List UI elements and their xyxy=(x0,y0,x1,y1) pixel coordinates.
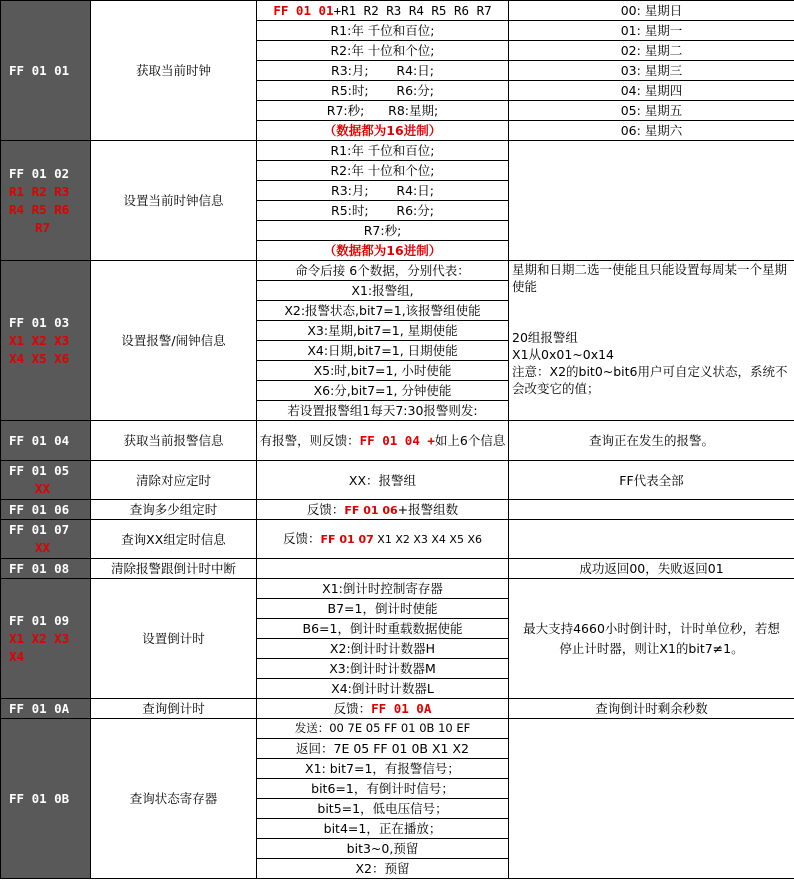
param-cell: R2:年 十位和个位; xyxy=(257,41,509,61)
param-cell: bit4=1，正在播放； xyxy=(257,819,509,839)
param-cell: X1: bit7=1，有报警信号； xyxy=(257,759,509,779)
weekday-cell: 00: 星期日 xyxy=(509,1,794,21)
param-cell: R5:时; R6:分; xyxy=(257,81,509,101)
reply-cell: 反馈：FF 01 06+报警组数 xyxy=(257,500,509,520)
notes-cell xyxy=(509,520,794,559)
alarm-note-2: 20组报警组 xyxy=(512,330,578,345)
param-cell: bit6=1，有倒计时信号； xyxy=(257,779,509,799)
param-cell: R3:月; R4:日; xyxy=(257,61,509,81)
param-cell: X4:倒计时计数器L xyxy=(257,679,509,699)
param-cell: R7:秒; xyxy=(257,221,509,241)
weekday-cell: 02: 星期二 xyxy=(509,41,794,61)
param-cell: X4:日期,bit7=1, 日期使能 xyxy=(257,341,509,361)
notes-cell xyxy=(509,261,794,421)
reply-cell: 反馈：FF 01 0A xyxy=(257,699,509,719)
reply-cell: 反馈：FF 01 07 X1 X2 X3 X4 X5 X6 xyxy=(257,520,509,559)
format-cell: FF 01 01+R1 R2 R3 R4 R5 R6 R7 xyxy=(257,1,509,21)
table-row xyxy=(1,719,794,739)
param-cell: X2:倒计时计数器H xyxy=(257,639,509,659)
table-row xyxy=(1,520,794,559)
param-cell: X1:报警组, xyxy=(257,281,509,301)
param-cell: X3:倒计时计数器M xyxy=(257,659,509,679)
notes-cell: 查询倒计时剩余秒数 xyxy=(509,699,794,719)
param-cell xyxy=(257,559,509,579)
command-code-cell: FF 01 05 XX xyxy=(1,461,91,500)
table-row xyxy=(1,421,794,461)
notes-cell xyxy=(509,719,794,879)
param-cell: bit3~0,预留 xyxy=(257,839,509,859)
param-cell: B6=1，倒计时重载数据使能 xyxy=(257,619,509,639)
param-cell: X2:报警状态,bit7=1,该报警组使能 xyxy=(257,301,509,321)
param-cell: X3:星期,bit7=1, 星期使能 xyxy=(257,321,509,341)
command-code-cell: FF 01 06 xyxy=(1,500,91,520)
alarm-note-1: 星期和日期二选一使能且只能设置每周某一个星期使能 xyxy=(512,262,788,294)
table-row xyxy=(1,559,794,579)
command-name: 获取当前时钟 xyxy=(91,1,257,141)
param-cell: R1:年 千位和百位; xyxy=(257,141,509,161)
command-code-cell: FF 01 07 XX xyxy=(1,520,91,559)
param-cell: X5:时,bit7=1, 小时使能 xyxy=(257,361,509,381)
command-code-cell: FF 01 09 X1 X2 X3 X4 xyxy=(1,579,91,699)
param-cell: R3:月; R4:日; xyxy=(257,181,509,201)
param-cell: X1:倒计时控制寄存器 xyxy=(257,579,509,599)
command-name: 清除报警跟倒计时中断 xyxy=(91,559,257,579)
table-row xyxy=(1,261,794,281)
command-name: 设置倒计时 xyxy=(91,579,257,699)
param-cell: 命令后接 6个数据，分别代表： xyxy=(257,261,509,281)
param-cell: bit5=1，低电压信号； xyxy=(257,799,509,819)
command-name: 查询倒计时 xyxy=(91,699,257,719)
notes-cell: 查询正在发生的报警。 xyxy=(509,421,794,461)
command-code-cell: FF 01 04 xyxy=(1,421,91,461)
param-cell: R7:秒; R8:星期; xyxy=(257,101,509,121)
weekday-cell: 06: 星期六 xyxy=(509,121,794,141)
param-cell: R2:年 十位和个位; xyxy=(257,161,509,181)
table-row xyxy=(1,461,794,500)
command-name: 清除对应定时 xyxy=(91,461,257,500)
command-code-cell: FF 01 01 xyxy=(1,1,91,141)
param-cell: 发送：00 7E 05 FF 01 0B 10 EF xyxy=(257,719,509,739)
command-code-cell: FF 01 0A xyxy=(1,699,91,719)
command-code-cell: FF 01 0B xyxy=(1,719,91,879)
command-code-cell: FF 01 03 X1 X2 X3 X4 X5 X6 xyxy=(1,261,91,421)
weekday-cell: 05: 星期五 xyxy=(509,101,794,121)
command-name: 查询状态寄存器 xyxy=(91,719,257,879)
command-name: 设置报警/闹钟信息 xyxy=(91,261,257,421)
param-cell: R1:年 千位和百位; xyxy=(257,21,509,41)
param-cell: X2：预留 xyxy=(257,859,509,879)
hex-note: （数据都为16进制） xyxy=(257,241,509,261)
param-cell: R5:时; R6:分; xyxy=(257,201,509,221)
table-row xyxy=(1,579,794,599)
param-cell: B7=1，倒计时使能 xyxy=(257,599,509,619)
weekday-cell: 03: 星期三 xyxy=(509,61,794,81)
weekday-cell: 04: 星期四 xyxy=(509,81,794,101)
notes-cell: 成功返回00，失败返回01 xyxy=(509,559,794,579)
notes-cell xyxy=(509,500,794,520)
table-row xyxy=(1,1,794,21)
command-name: 查询XX组定时信息 xyxy=(91,520,257,559)
alarm-note-4: 注意：X2的bit0~bit6用户可自定义状态，系统不会改变它的值； xyxy=(512,364,788,396)
table-row xyxy=(1,699,794,719)
notes-cell: FF代表全部 xyxy=(509,461,794,500)
command-code-cell: FF 01 02 R1 R2 R3 R4 R5 R6 R7 xyxy=(1,141,91,261)
weekday-cell: 01: 星期一 xyxy=(509,21,794,41)
notes-cell xyxy=(509,141,794,261)
table-row xyxy=(1,141,794,161)
hex-note: （数据都为16进制） xyxy=(257,121,509,141)
param-cell: 若设置报警组1每天7:30报警则发: xyxy=(257,401,509,421)
command-name: 获取当前报警信息 xyxy=(91,421,257,461)
command-name: 设置当前时钟信息 xyxy=(91,141,257,261)
param-cell: XX：报警组 xyxy=(257,461,509,500)
table-row xyxy=(1,500,794,520)
reply-cell: 有报警，则反馈：FF 01 04 +如上6个信息 xyxy=(257,421,509,461)
command-name: 查询多少组定时 xyxy=(91,500,257,520)
notes-cell: 最大支持4660小时倒计时，计时单位秒，若想停止计时器，则让X1的bit7≠1。 xyxy=(509,579,794,699)
command-code-cell: FF 01 08 xyxy=(1,559,91,579)
param-cell: 返回：7E 05 FF 01 0B X1 X2 xyxy=(257,739,509,759)
param-cell: X6:分,bit7=1, 分钟使能 xyxy=(257,381,509,401)
alarm-note-3: X1从0x01~0x14 xyxy=(512,347,615,362)
